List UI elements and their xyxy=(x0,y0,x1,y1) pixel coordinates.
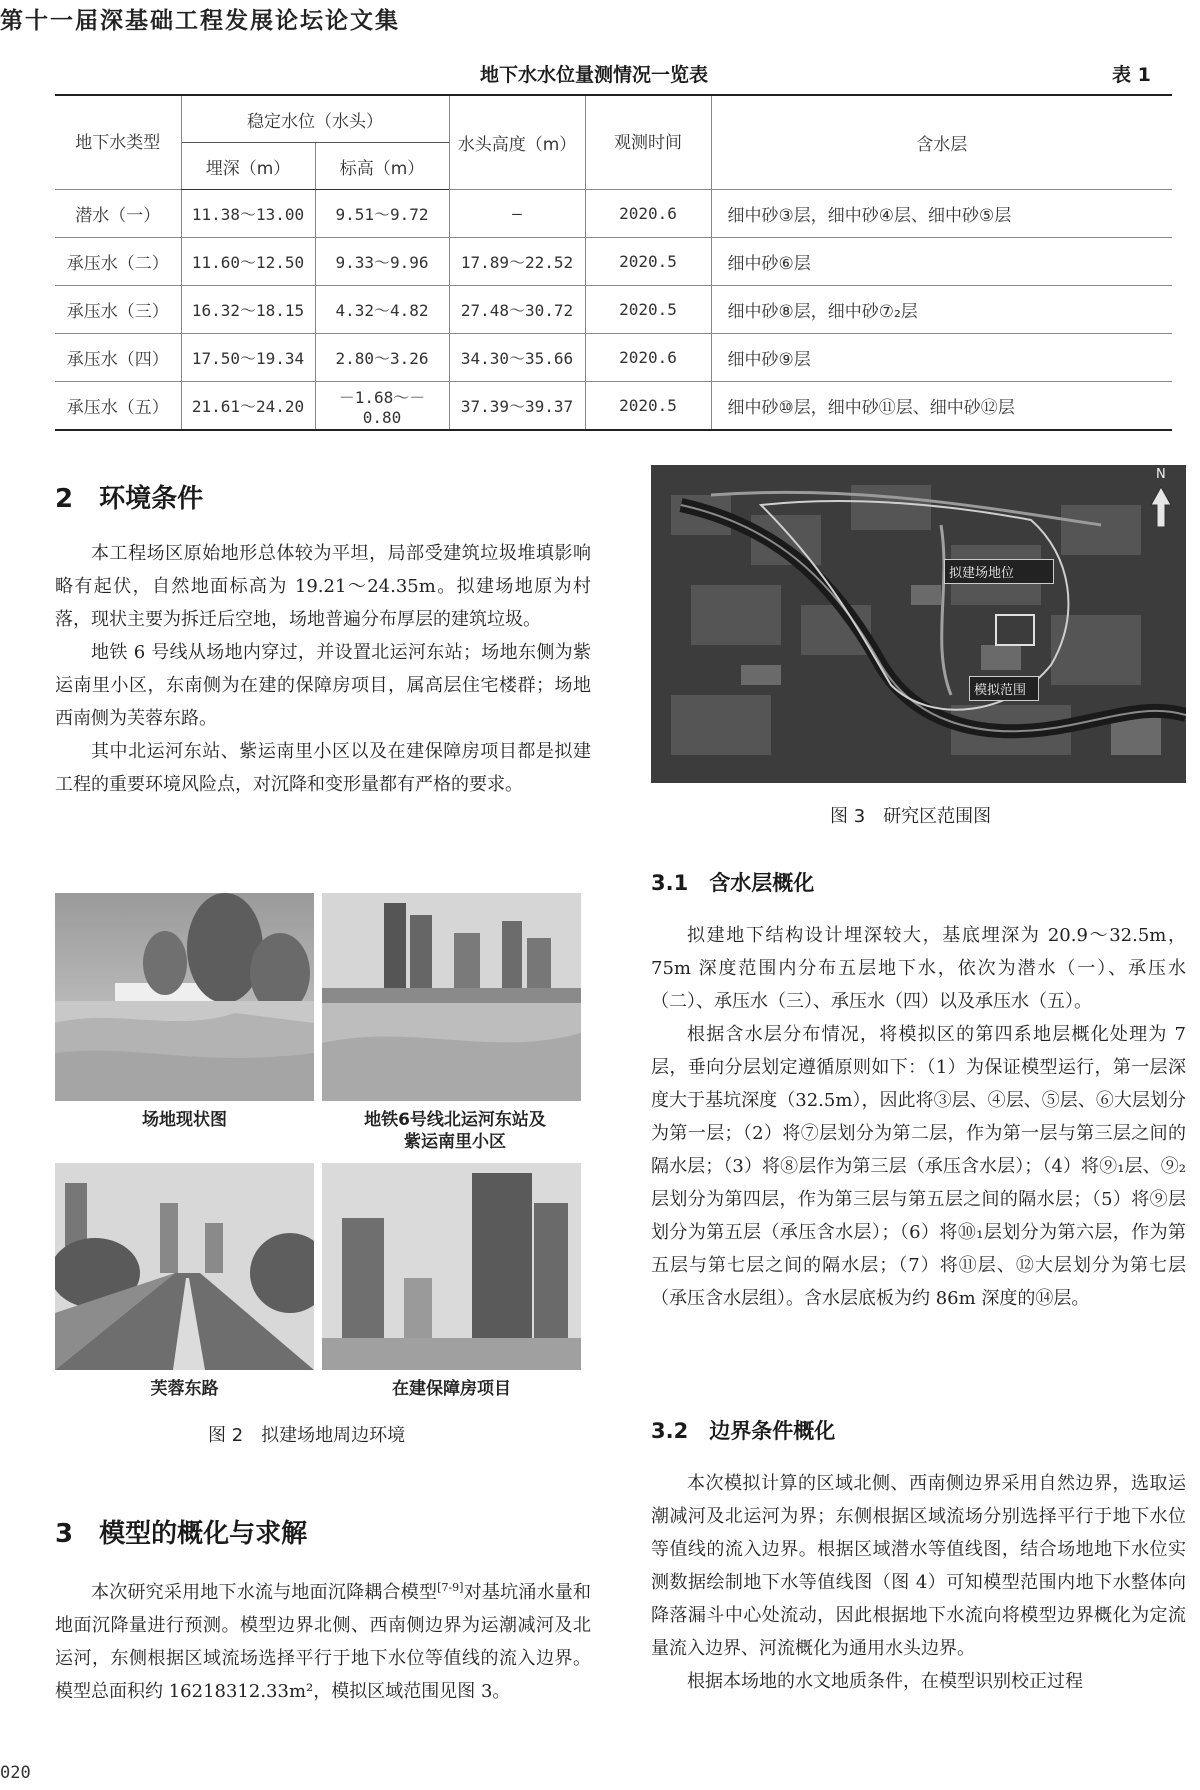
header-elevation: 标高（m） xyxy=(315,143,449,190)
cell-aquifer: 细中砂⑧层，细中砂⑦₂层 xyxy=(711,286,1172,334)
table-row xyxy=(55,238,1172,286)
photo-site-status xyxy=(55,893,314,1101)
section-3-body xyxy=(55,1571,591,1708)
table-row xyxy=(55,286,1172,334)
cell-time: 2020.5 xyxy=(585,382,711,431)
section-3-1-heading: 3.1 含水层概化 xyxy=(651,871,815,895)
cell-head: 27.48～30.72 xyxy=(449,286,585,334)
header-obs-time: 观测时间 xyxy=(585,95,711,190)
cell-time: 2020.5 xyxy=(585,238,711,286)
section-3-1-body xyxy=(651,919,1186,1315)
groundwater-table xyxy=(55,94,1172,431)
header-stable-level: 稳定水位（水头） xyxy=(181,95,449,143)
cell-elevation: －1.68～－0.80 xyxy=(315,382,449,431)
cell-depth: 11.60～12.50 xyxy=(181,238,315,286)
cell-head: — xyxy=(449,190,585,238)
header-type: 地下水类型 xyxy=(75,132,161,153)
cell-aquifer: 细中砂③层，细中砂④层、细中砂⑤层 xyxy=(711,190,1172,238)
table-row xyxy=(55,382,1172,431)
citation: [7-9] xyxy=(437,1581,464,1594)
cell-time: 2020.5 xyxy=(585,286,711,334)
figure-2-caption: 图 2 拟建场地周边环境 xyxy=(208,1425,406,1446)
page-number: 020 xyxy=(0,1763,31,1783)
cell-head: 17.89～22.52 xyxy=(449,238,585,286)
photo-label: 场地现状图 xyxy=(142,1110,227,1130)
header-aquifer: 含水层 xyxy=(711,95,1172,190)
section-2-body xyxy=(55,537,591,801)
cell-depth: 11.38～13.00 xyxy=(181,190,315,238)
paragraph: 地铁 6 号线从场地内穿过，并设置北运河东站；场地东侧为紫运南里小区，东南侧为在建的保障房项目，属高层住宅楼群；场地西南侧为芙蓉东路。 xyxy=(55,642,591,729)
photo-housing-project xyxy=(322,1163,581,1370)
cell-type: 承压水（三） xyxy=(55,286,181,334)
north-arrow-icon: N xyxy=(1156,467,1166,482)
section-3-heading: 3 模型的概化与求解 xyxy=(55,1519,308,1549)
model-range-label: 模拟范围 xyxy=(969,676,1039,701)
section-3-2-heading: 3.2 边界条件概化 xyxy=(651,1419,836,1443)
cell-elevation: 4.32～4.82 xyxy=(315,286,449,334)
cell-depth: 21.61～24.20 xyxy=(181,382,315,431)
cell-type: 潜水（一） xyxy=(55,190,181,238)
cell-type: 承压水（四） xyxy=(55,334,181,382)
paragraph: 其中北运河东站、紫运南里小区以及在建保障房项目都是拟建工程的重要环境风险点，对沉降和变形量都有严格的要求。 xyxy=(55,741,591,795)
site-location-label: 拟建场地位 xyxy=(944,559,1054,584)
cell-head: 34.30～35.66 xyxy=(449,334,585,382)
header-head-height: 水头高度（m） xyxy=(449,95,585,190)
cell-aquifer: 细中砂⑨层 xyxy=(711,334,1172,382)
section-2-heading: 2 环境条件 xyxy=(55,484,204,514)
photo-metro-station xyxy=(322,893,581,1101)
paragraph: 根据含水层分布情况，将模拟区的第四系地层概化处理为 7 层，垂向分层划定遵循原则如下：（1）为保证模型运行，第一层深度大于基坑深度（32.5m），因此将③层、④层、⑤层、⑥大层划分为第一层；（2）将⑦层划分为第二层，作为第一层与第三层之间的隔水层；（3）将⑧层作为第三层（承压含水层）；（4）将⑨₁层、⑨₂层划分为第四层，作为第三层与第五层之间的隔水层；（5）将⑨层划分为第五层（承压含水层）；（6）将⑩₁层划分为第六层，作为第五层与第七层之间的隔水层；（7）将⑪层、⑫大层划分为第七层（承压含水层组）。含水层底板为约 86m 深度的⑭层。 xyxy=(651,1024,1186,1309)
study-area-map xyxy=(651,465,1186,783)
header-depth: 埋深（m） xyxy=(181,143,315,190)
cell-elevation: 2.80～3.26 xyxy=(315,334,449,382)
section-3-2-body xyxy=(651,1467,1186,1698)
paragraph: 本工程场区原始地形总体较为平坦，局部受建筑垃圾堆填影响略有起伏，自然地面标高为 19.21～24.35m。拟建场地原为村落，现状主要为拆迁后空地，场地普遍分布厚层的建筑垃圾。 xyxy=(55,543,591,630)
figure-3-caption: 图 3 研究区范围图 xyxy=(830,806,992,827)
photo-label: 芙蓉东路 xyxy=(150,1379,219,1399)
table-row xyxy=(55,190,1172,238)
paragraph: 本次模拟计算的区域北侧、西南侧边界采用自然边界，选取运潮减河及北运河为界；东侧根据区域流场分别选择平行于地下水位等值线的流入边界。根据区域潜水等值线图，结合场地地下水位实测数据绘制地下水等值线图（图 4）可知模型范围内地下水整体向降落漏斗中心处流动，因此根据地下水流向将模型边界概化为定流量流入边界、河流概化为通用水头边界。 xyxy=(651,1473,1186,1659)
photo-label: 地铁6号线北运河东站及紫运南里小区 xyxy=(364,1110,546,1152)
table-number: 表 1 xyxy=(1112,64,1151,86)
paragraph: 根据本场地的水文地质条件，在模型识别校正过程 xyxy=(687,1671,1083,1692)
cell-type: 承压水（五） xyxy=(55,382,181,431)
cell-time: 2020.6 xyxy=(585,334,711,382)
paragraph: 拟建地下结构设计埋深较大，基底埋深为 20.9～32.5m，75m 深度范围内分布五层地下水，依次为潜水（一）、承压水（二）、承压水（三）、承压水（四）以及承压水（五）。 xyxy=(651,925,1186,1012)
cell-depth: 17.50～19.34 xyxy=(181,334,315,382)
cell-head: 37.39～39.37 xyxy=(449,382,585,431)
cell-aquifer: 细中砂⑩层，细中砂⑪层、细中砂⑫层 xyxy=(711,382,1172,431)
photo-furong-road xyxy=(55,1163,314,1370)
photo-label: 在建保障房项目 xyxy=(392,1379,511,1399)
table-row xyxy=(55,334,1172,382)
paragraph: 本次研究采用地下水流与地面沉降耦合模型[7-9]对基坑涌水量和地面沉降量进行预测。模型边界北侧、西南侧边界为运潮减河及北运河，东侧根据区域流场选择平行于地下水位等值线的流入边界。模型总面积约 16218312.33m²，模拟区域范围见图 3。 xyxy=(55,1581,592,1702)
running-head: 第十一届深基础工程发展论坛论文集 xyxy=(0,7,400,34)
cell-type: 承压水（二） xyxy=(55,238,181,286)
cell-depth: 16.32～18.15 xyxy=(181,286,315,334)
cell-aquifer: 细中砂⑥层 xyxy=(711,238,1172,286)
cell-elevation: 9.33～9.96 xyxy=(315,238,449,286)
table-caption: 地下水水位量测情况一览表 xyxy=(480,64,709,86)
cell-elevation: 9.51～9.72 xyxy=(315,190,449,238)
cell-time: 2020.6 xyxy=(585,190,711,238)
